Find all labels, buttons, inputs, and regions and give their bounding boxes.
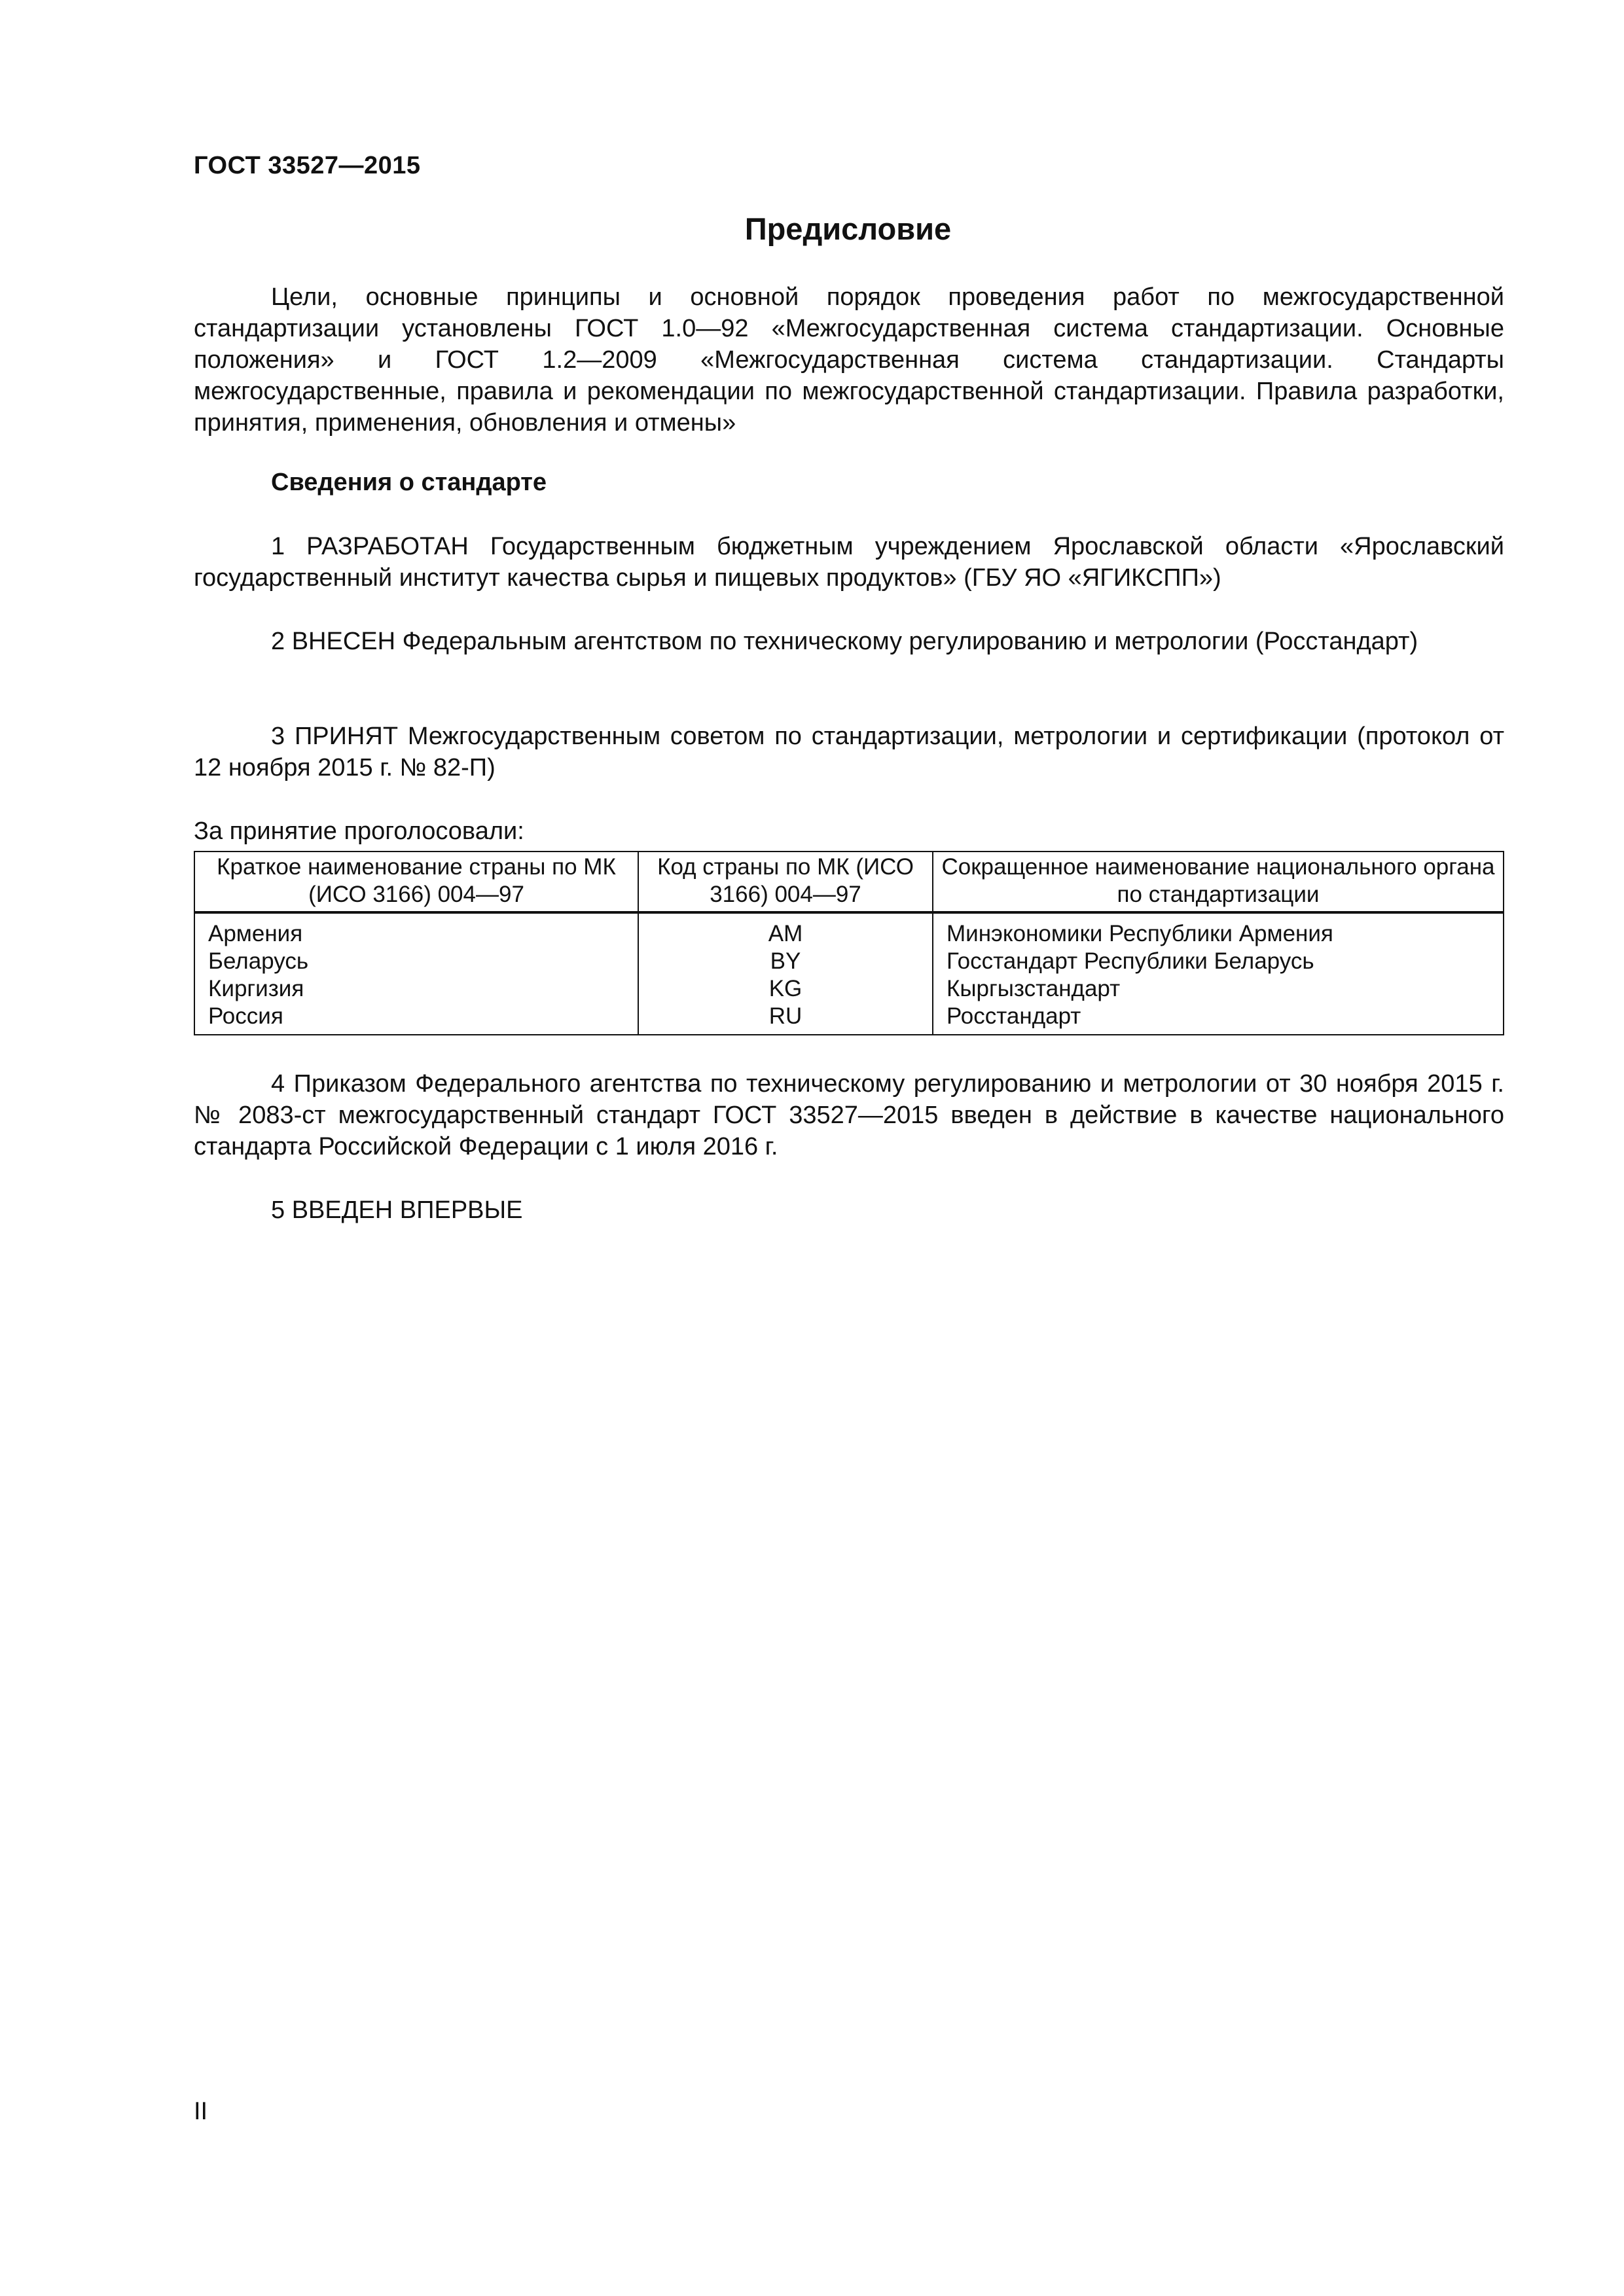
intro-paragraph: Цели, основные принципы и основной порядок проведения работ по межгосударственной стандартизации установлены ГОСТ 1.0—92 «Межгосударственная система стандартизации. Основные положения» и ГОСТ 1.2—2009 «Межгосударственная система стандартизации. Стандарты межгосударственные, правила и рекомендации по межгосударственной стандартизации. Правила разработки, принятия, применения, обновления и отмены» xyxy=(194,283,1504,437)
country-code: KG xyxy=(638,975,933,1003)
national-body: Госстандарт Республики Беларусь xyxy=(933,948,1504,975)
voting-states-table xyxy=(194,851,1504,1035)
country-name: Киргизия xyxy=(194,975,638,1003)
country-code: RU xyxy=(638,1003,933,1035)
country-name: Россия xyxy=(194,1003,638,1035)
section-heading: Сведения о стандарте xyxy=(271,469,547,496)
item-submitted: 2 ВНЕСЕН Федеральным агентством по техническому регулированию и метрологии (Росстандарт) xyxy=(271,628,1418,655)
country-code: AM xyxy=(638,912,933,948)
national-body: Кыргызстандарт xyxy=(933,975,1504,1003)
item-order: 4 Приказом Федерального агентства по техническому регулированию и метрологии от 30 ноября 2015 г. № 2083-ст межгосударственный стандарт ГОСТ 33527—2015 введен в действие в качестве национального стандарта Российской Федерации с 1 июля 2016 г. xyxy=(194,1070,1504,1160)
country-name: Беларусь xyxy=(194,948,638,975)
page-title: Предисловие xyxy=(744,211,952,246)
table-row xyxy=(194,975,1504,1003)
item-adopted: 3 ПРИНЯТ Межгосударственным советом по стандартизации, метрологии и сертификации (протокол от 12 ноября 2015 г. № 82-П) xyxy=(194,723,1504,781)
table-header-row xyxy=(194,852,1504,912)
table-row xyxy=(194,1003,1504,1035)
country-code: BY xyxy=(638,948,933,975)
page-number: II xyxy=(194,2098,208,2125)
table-row xyxy=(194,912,1504,948)
item-developed: 1 РАЗРАБОТАН Государственным бюджетным учреждением Ярославской области «Ярославский государственный институт качества сырья и пищевых продуктов» (ГБУ ЯО «ЯГИКСПП») xyxy=(194,533,1504,592)
item-introduced: 5 ВВЕДЕН ВПЕРВЫЕ xyxy=(271,1196,523,1224)
national-body: Росстандарт xyxy=(933,1003,1504,1035)
country-name: Армения xyxy=(194,912,638,948)
table-row xyxy=(194,948,1504,975)
document-code: ГОСТ 33527—2015 xyxy=(194,152,421,179)
column-header-country: Краткое наименование страны по МК (ИСО 3166) 004—97 xyxy=(194,852,638,912)
column-header-code: Код страны по МК (ИСО 3166) 004—97 xyxy=(638,852,933,912)
national-body: Минэкономики Республики Армения xyxy=(933,912,1504,948)
vote-label: За принятие проголосовали: xyxy=(194,817,524,845)
column-header-body: Сокращенное наименование национального органа по стандартизации xyxy=(933,852,1504,912)
